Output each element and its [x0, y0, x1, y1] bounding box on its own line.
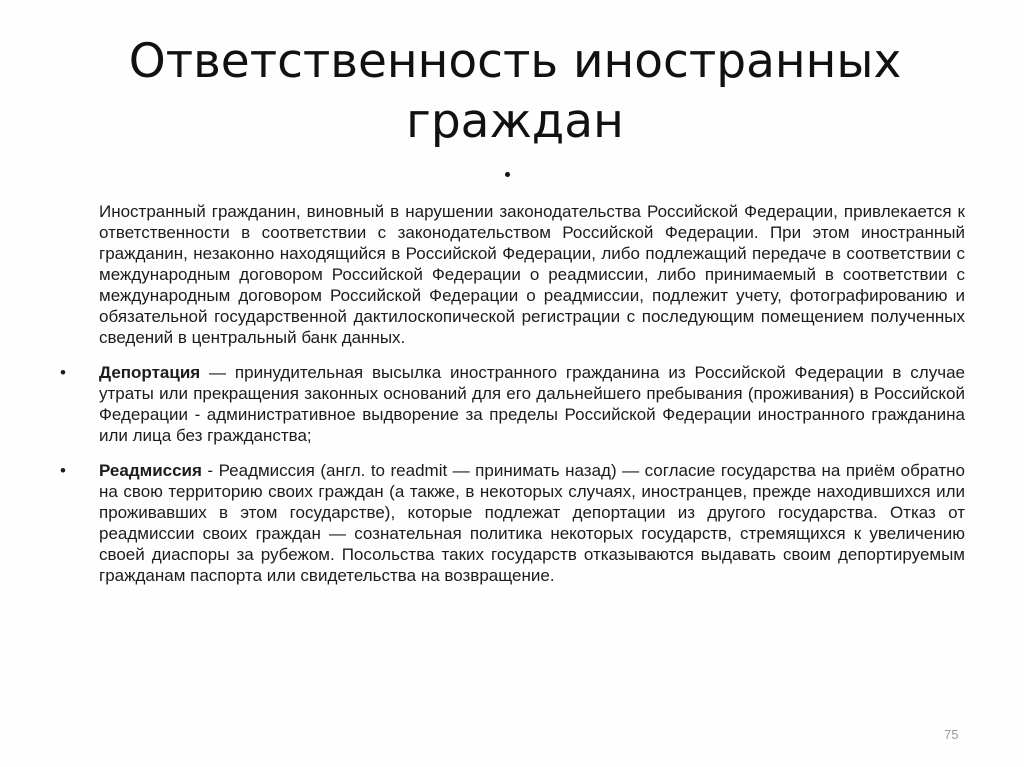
definition-readmission: - Реадмиссия (англ. to readmit — принимать назад) — согласие государства на приём обратно на свою территорию своих граждан (а также, в некоторых случаях, иностранцев, прежде находившихся или проживавших в этом государстве), которые подлежат депортации из другого государства. Отказ от реадмиссии своих граждан — сознательная политика некоторых государств, стремящихся к увеличению своей диаспоры за рубежом. Посольства таких государств отказываются выдавать своим депортируемым гражданам паспорта или свидетельства на возвращение.	[99, 461, 965, 585]
page-number: 75	[944, 727, 959, 742]
term-readmission: Реадмиссия	[99, 461, 202, 480]
bullet-paragraph	[99, 460, 965, 586]
intro-paragraph: Иностранный гражданин, виновный в нарушении законодательства Российской Федерации, привлекается к ответственности в соответствии с законодательством Российской Федерации. При этом иностранный гражданин, незаконно находящийся в Российской Федерации, либо подлежащий передаче в соответствии с международным договором Российской Федерации о реадмиссии, либо принимаемый в соответствии с международным договором Российской Федерации о реадмиссии, подлежит учету, фотографированию и обязательной государственной дактилоскопической регистрации с последующим помещением полученных сведений в центральный банк данных.	[99, 202, 965, 347]
definition-deportation: — принудительная высылка иностранного гражданина из Российской Федерации в случае утраты или прекращения законных оснований для его дальнейшего пребывания (проживания) в Российской Федерации - административное выдворение за пределы Российской Федерации иностранного гражданина или лица без гражданства;	[99, 363, 965, 445]
bullet-item-deportation	[60, 362, 965, 446]
slide-body	[60, 201, 965, 600]
term-deportation: Депортация	[99, 363, 201, 382]
bullet-marker: •	[60, 363, 66, 382]
slide-title-line-2: граждан	[406, 94, 624, 149]
empty-bullet-dot	[505, 172, 510, 177]
bullet-paragraph	[99, 362, 965, 446]
bullet-item-readmission	[60, 460, 965, 586]
slide-title	[100, 32, 930, 152]
bullet-marker: •	[60, 461, 66, 480]
slide-title-line-1: Ответственность иностранных	[128, 34, 902, 89]
